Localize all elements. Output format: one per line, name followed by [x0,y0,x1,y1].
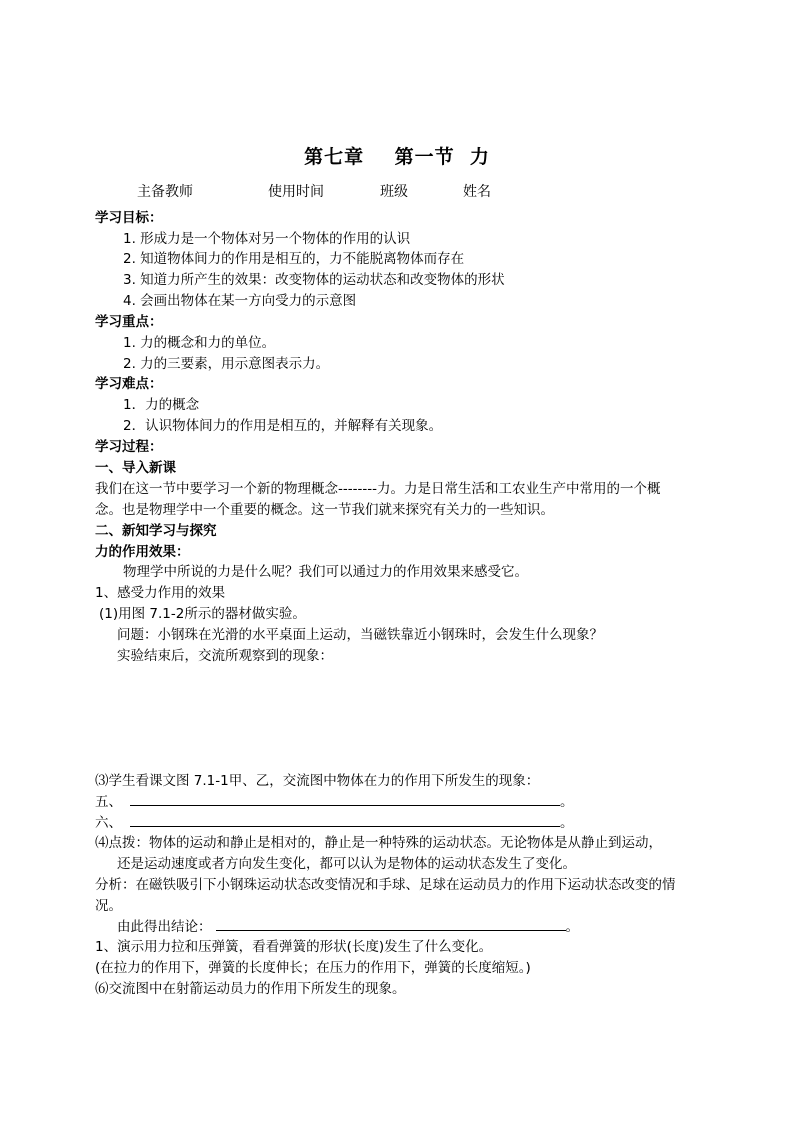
spring-note: (在拉力的作用下，弹簧的长度伸长；在压力的作用下，弹簧的长度缩短。) [95,960,531,976]
conclusion-row [117,917,579,937]
step3-text: ⑶学生看课文图 7.1-1甲、乙，交流图中物体在力的作用下所发生的现象： [95,773,540,789]
analysis-line1: 分析：在磁铁吸引下小钢珠运动状态改变情况和手球、足球在运动员力的作用下运动状态改变的情 [95,877,676,893]
intro-text-line2: 念。也是物理学中一个重要的概念。这一节我们就来探究有关力的一些知识。 [95,502,554,518]
meta-teacher: 主备教师 [137,184,193,200]
analysis-line2: 况。 [95,898,122,914]
objective-item: 1. 形成力是一个物体对另一个物体的作用的认识 [123,231,411,247]
blank6-label: 六、 [95,815,122,831]
spring-text: 1、演示用力拉和压弹簧，看看弹簧的形状(长度)发生了什么变化。 [95,939,493,955]
explore-heading: 二、新知学习与探究 [95,523,217,539]
difficulty-item: 2．认识物体间力的作用是相互的，并解释有关现象。 [123,418,443,434]
key-points-heading: 学习重点： [95,314,163,330]
page-title: 第七章 第一节 力 [304,146,490,168]
objective-item: 3. 知道力所产生的效果：改变物体的运动状态和改变物体的形状 [123,272,505,288]
observe-text: 实验结束后，交流所观察到的现象： [117,648,333,664]
answer-blank-6[interactable] [130,813,560,827]
answer-blank-5[interactable] [130,792,560,806]
intro-text-line1: 我们在这一节中要学习一个新的物理概念--------力。力是日常生活和工农业生产中常用的一个概 [95,481,661,497]
effect-heading: 力的作用效果： [95,544,190,560]
key-point-item: 1. 力的概念和力的单位。 [123,335,276,351]
blank5-label: 五、 [95,794,122,810]
effect-text: 物理学中所说的力是什么呢？我们可以通过力的作用效果来感受它。 [123,564,528,580]
conclusion-label: 由此得出结论： [117,919,212,935]
step4-line2: 还是运动速度或者方向发生变化，都可以认为是物体的运动状态发生了变化。 [117,856,576,872]
difficulties-heading: 学习难点： [95,376,163,392]
blank6-row [95,813,574,833]
question-text: 问题：小钢珠在光滑的水平桌面上运动，当磁铁靠近小钢珠时，会发生什么现象？ [117,627,603,643]
conclusion-blank[interactable] [216,917,566,931]
objectives-heading: 学习目标： [95,210,163,226]
step4-line1: ⑷点拨：物体的运动和静止是相对的，静止是一种特殊的运动状态。无论物体是从静止到运动， [95,835,662,851]
process-heading: 学习过程： [95,439,163,455]
intro-heading: 一、导入新课 [95,460,176,476]
objective-item: 2. 知道物体间力的作用是相互的，力不能脱离物体而存在 [123,251,465,267]
key-point-item: 2. 力的三要素，用示意图表示力。 [123,356,330,372]
meta-time: 使用时间 [268,184,324,200]
difficulty-item: 1．力的概念 [123,397,200,413]
blank5-row [95,792,574,812]
meta-name: 姓名 [463,184,491,200]
objective-item: 4. 会画出物体在某一方向受力的示意图 [123,293,357,309]
period: 。 [560,815,574,831]
step6-text: ⑹交流图中在射箭运动员力的作用下所发生的现象。 [95,981,406,997]
period: 。 [560,794,574,810]
feel-heading: 1、感受力作用的效果 [95,585,226,601]
period: 。 [565,919,579,935]
step1-text: (1)用图 7.1-2所示的器材做实验。 [99,606,306,622]
meta-class: 班级 [380,184,408,200]
